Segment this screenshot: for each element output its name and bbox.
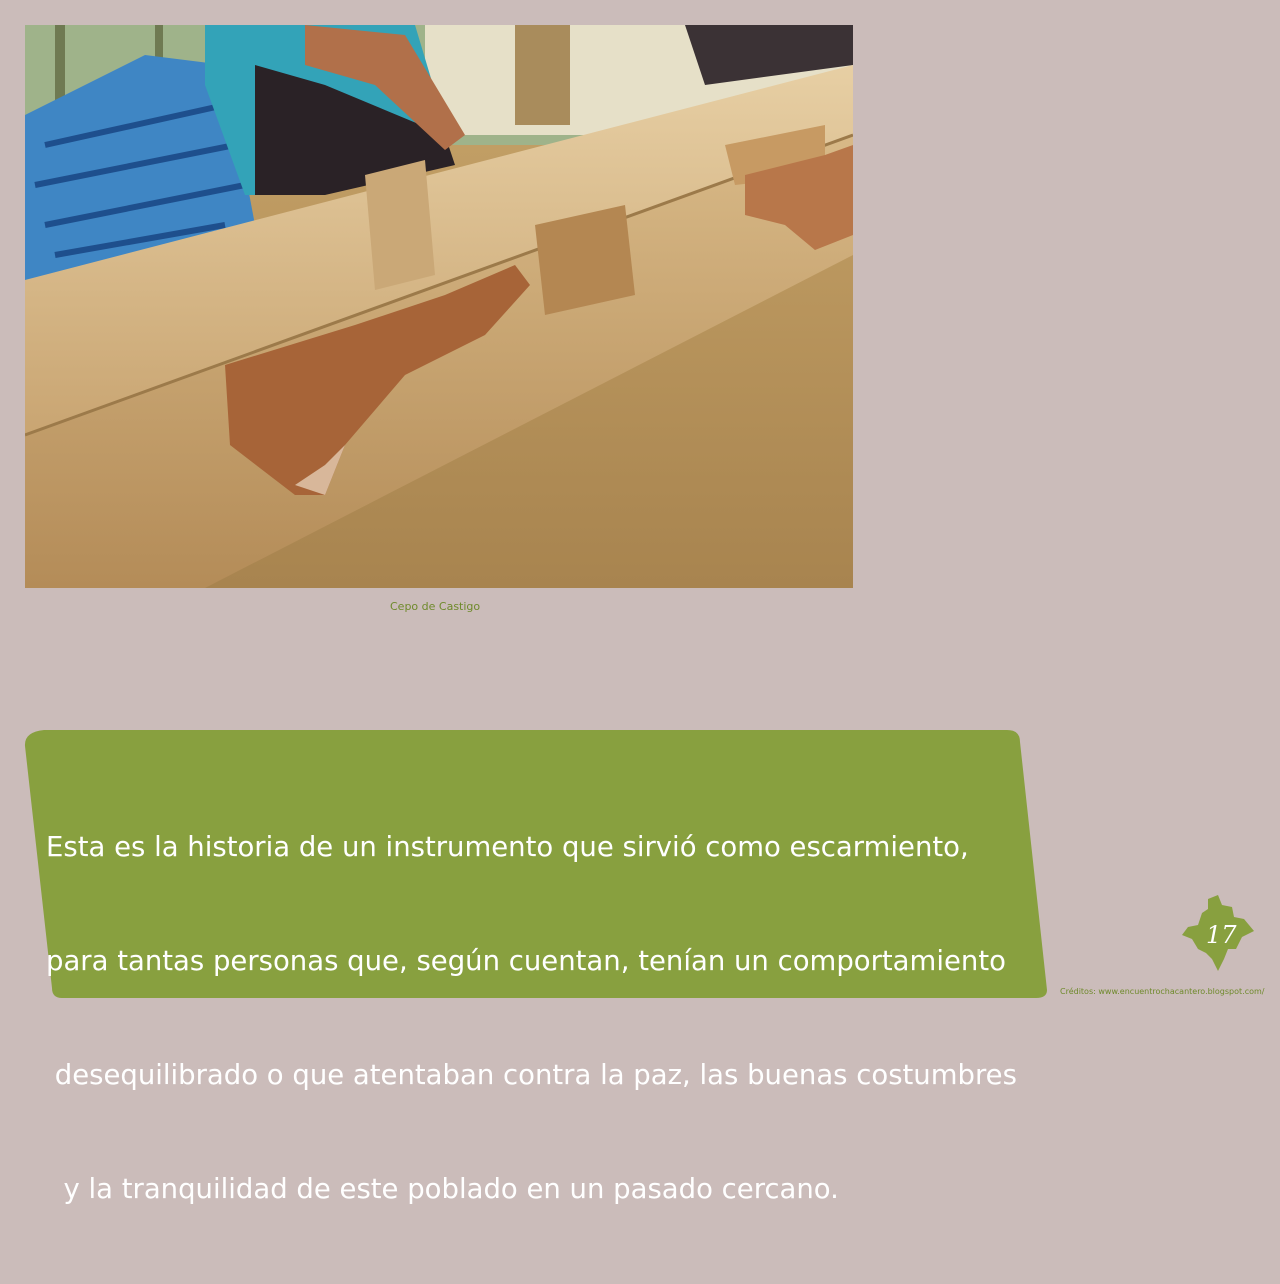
page-number-badge bbox=[1178, 893, 1258, 973]
story-line: Esta es la historia de un instrumento que sirvió como escarmiento, bbox=[46, 831, 969, 863]
stocks-photo bbox=[25, 25, 853, 588]
photo-caption: Cepo de Castigo bbox=[390, 600, 481, 613]
story-line: para tantas personas que, según cuentan, tenían un comportamiento bbox=[46, 945, 1006, 977]
story-line: desequilibrado o que atentaban contra la paz, las buenas costumbres bbox=[46, 1059, 1017, 1091]
story-text bbox=[46, 752, 1026, 1284]
credits-text: Créditos: www.encuentrochacantero.blogspot.com/ bbox=[1060, 987, 1265, 996]
story-line: y la tranquilidad de este poblado en un pasado cercano. bbox=[46, 1173, 839, 1205]
story-panel bbox=[22, 728, 1052, 1205]
page-number: 17 bbox=[1206, 921, 1237, 949]
